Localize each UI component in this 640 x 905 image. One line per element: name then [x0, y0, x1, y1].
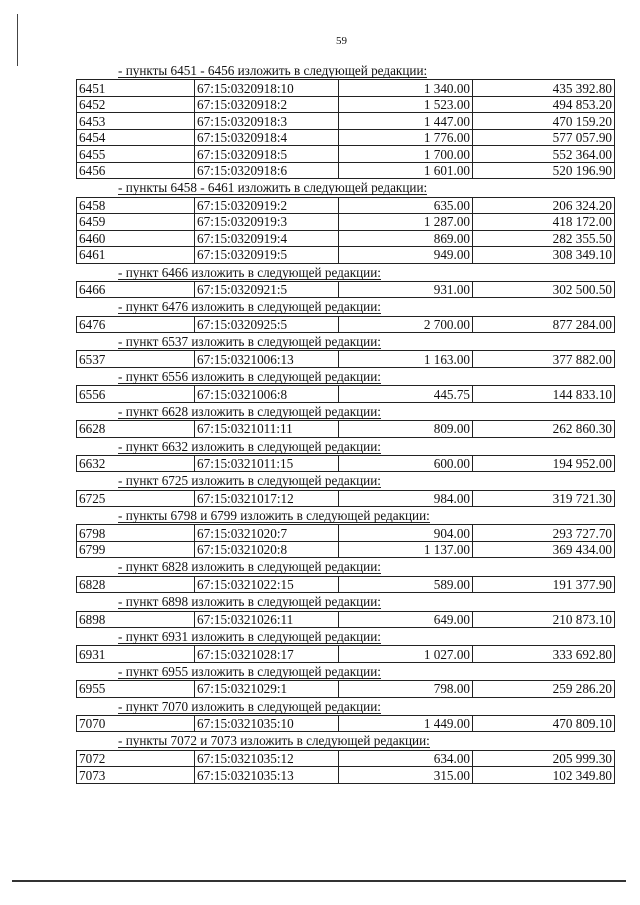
area-cell: 589.00 [339, 576, 473, 593]
section-heading-text: - пункт 6466 изложить в следующей редакции: [118, 264, 381, 280]
area-cell: 1 447.00 [339, 113, 473, 130]
area-cell: 1 137.00 [339, 541, 473, 558]
item-number-cell: 6556 [77, 386, 195, 403]
section-heading-text: - пункт 6828 изложить в следующей редакции: [118, 559, 381, 575]
cadastral-number-cell: 67:15:0320919:2 [195, 197, 339, 214]
section-table [76, 197, 615, 264]
area-cell: 315.00 [339, 767, 473, 784]
table-row [77, 316, 615, 333]
area-cell: 2 700.00 [339, 316, 473, 333]
table-row [77, 421, 615, 438]
item-number-cell: 6628 [77, 421, 195, 438]
item-number-cell: 6454 [77, 129, 195, 146]
item-number-cell: 6798 [77, 525, 195, 542]
section-heading-text: - пункт 6955 изложить в следующей редакции: [118, 663, 381, 679]
area-cell: 600.00 [339, 455, 473, 472]
value-cell: 210 873.10 [473, 611, 615, 628]
area-cell: 1 340.00 [339, 80, 473, 97]
section-heading-text: - пункт 6628 изложить в следующей редакции: [118, 403, 381, 419]
item-number-cell: 7070 [77, 715, 195, 732]
section-heading-text: - пункт 6537 изложить в следующей редакции: [118, 334, 381, 350]
table-row [77, 525, 615, 542]
item-number-cell: 6537 [77, 351, 195, 368]
section-heading [76, 179, 614, 196]
section-table [76, 385, 615, 403]
area-cell: 445.75 [339, 386, 473, 403]
item-number-cell: 6456 [77, 162, 195, 179]
section-heading [76, 403, 614, 420]
section-heading-text: - пункты 7072 и 7073 изложить в следующей редакции: [118, 733, 430, 749]
value-cell: 259 286.20 [473, 681, 615, 698]
cadastral-number-cell: 67:15:0321011:11 [195, 421, 339, 438]
cadastral-number-cell: 67:15:0320925:5 [195, 316, 339, 333]
section-heading-text: - пункт 6725 изложить в следующей редакции: [118, 473, 381, 489]
section-table [76, 350, 615, 368]
item-number-cell: 6453 [77, 113, 195, 130]
table-row [77, 386, 615, 403]
value-cell: 470 809.10 [473, 715, 615, 732]
table-row [77, 146, 615, 163]
item-number-cell: 6452 [77, 96, 195, 113]
table-row [77, 490, 615, 507]
cadastral-number-cell: 67:15:0321017:12 [195, 490, 339, 507]
area-cell: 635.00 [339, 197, 473, 214]
cadastral-number-cell: 67:15:0321035:12 [195, 750, 339, 767]
item-number-cell: 6725 [77, 490, 195, 507]
cadastral-number-cell: 67:15:0320918:4 [195, 129, 339, 146]
value-cell: 194 952.00 [473, 455, 615, 472]
document-body [76, 62, 614, 784]
section-table [76, 490, 615, 508]
value-cell: 435 392.80 [473, 80, 615, 97]
value-cell: 191 377.90 [473, 576, 615, 593]
section-table [76, 524, 615, 558]
section-table [76, 611, 615, 629]
area-cell: 1 601.00 [339, 162, 473, 179]
table-row [77, 715, 615, 732]
cadastral-number-cell: 67:15:0321029:1 [195, 681, 339, 698]
cadastral-number-cell: 67:15:0321026:11 [195, 611, 339, 628]
cadastral-number-cell: 67:15:0321020:7 [195, 525, 339, 542]
section-heading [76, 593, 614, 610]
cadastral-number-cell: 67:15:0321011:15 [195, 455, 339, 472]
cadastral-number-cell: 67:15:0321020:8 [195, 541, 339, 558]
cadastral-number-cell: 67:15:0320918:3 [195, 113, 339, 130]
table-row [77, 162, 615, 179]
section-heading-text: - пункты 6798 и 6799 изложить в следующей редакции: [118, 508, 430, 524]
section-heading-text: - пункты 6451 - 6456 изложить в следующей редакции: [118, 63, 428, 78]
item-number-cell: 6799 [77, 541, 195, 558]
area-cell: 1 163.00 [339, 351, 473, 368]
value-cell: 877 284.00 [473, 316, 615, 333]
cadastral-number-cell: 67:15:0321028:17 [195, 646, 339, 663]
value-cell: 520 196.90 [473, 162, 615, 179]
table-row [77, 750, 615, 767]
value-cell: 293 727.70 [473, 525, 615, 542]
section-table [76, 420, 615, 438]
area-cell: 984.00 [339, 490, 473, 507]
page-number: 59 [336, 35, 347, 47]
cadastral-number-cell: 67:15:0320918:2 [195, 96, 339, 113]
value-cell: 470 159.20 [473, 113, 615, 130]
section-heading [76, 628, 614, 645]
table-row [77, 230, 615, 247]
table-row [77, 455, 615, 472]
value-cell: 144 833.10 [473, 386, 615, 403]
table-row [77, 281, 615, 298]
item-number-cell: 6459 [77, 214, 195, 231]
value-cell: 205 999.30 [473, 750, 615, 767]
section-heading-text: - пункт 6556 изложить в следующей редакции: [118, 368, 381, 384]
section-table [76, 645, 615, 663]
value-cell: 282 355.50 [473, 230, 615, 247]
table-row [77, 646, 615, 663]
item-number-cell: 6476 [77, 316, 195, 333]
value-cell: 369 434.00 [473, 541, 615, 558]
area-cell: 809.00 [339, 421, 473, 438]
item-number-cell: 6458 [77, 197, 195, 214]
value-cell: 552 364.00 [473, 146, 615, 163]
item-number-cell: 6460 [77, 230, 195, 247]
area-cell: 1 449.00 [339, 715, 473, 732]
cadastral-number-cell: 67:15:0321035:10 [195, 715, 339, 732]
area-cell: 869.00 [339, 230, 473, 247]
table-row [77, 113, 615, 130]
section-heading-text: - пункт 6476 изложить в следующей редакции: [118, 299, 381, 315]
section-table [76, 576, 615, 594]
cadastral-number-cell: 67:15:0320919:3 [195, 214, 339, 231]
item-number-cell: 7072 [77, 750, 195, 767]
section-heading [76, 472, 614, 489]
value-cell: 377 882.00 [473, 351, 615, 368]
area-cell: 949.00 [339, 247, 473, 264]
value-cell: 494 853.20 [473, 96, 615, 113]
section-heading [76, 663, 614, 680]
item-number-cell: 6955 [77, 681, 195, 698]
section-heading [76, 438, 614, 455]
section-heading-text: - пункт 6898 изложить в следующей редакции: [118, 594, 381, 610]
section-table [76, 281, 615, 299]
table-row [77, 351, 615, 368]
item-number-cell: 6898 [77, 611, 195, 628]
value-cell: 418 172.00 [473, 214, 615, 231]
section-heading [76, 507, 614, 524]
item-number-cell: 6466 [77, 281, 195, 298]
area-cell: 798.00 [339, 681, 473, 698]
section-table [76, 750, 615, 784]
bottom-rule [12, 880, 626, 882]
item-number-cell: 6632 [77, 455, 195, 472]
table-row [77, 96, 615, 113]
section-heading-text: - пункт 7070 изложить в следующей редакции: [118, 698, 381, 714]
item-number-cell: 6451 [77, 80, 195, 97]
area-cell: 1 027.00 [339, 646, 473, 663]
table-row [77, 611, 615, 628]
cadastral-number-cell: 67:15:0321022:15 [195, 576, 339, 593]
value-cell: 262 860.30 [473, 421, 615, 438]
table-row [77, 80, 615, 97]
section-table [76, 79, 615, 179]
section-heading [76, 732, 614, 749]
section-heading [76, 368, 614, 385]
section-heading [76, 264, 614, 281]
section-heading [76, 333, 614, 350]
area-cell: 931.00 [339, 281, 473, 298]
cadastral-number-cell: 67:15:0321006:13 [195, 351, 339, 368]
table-row [77, 541, 615, 558]
area-cell: 649.00 [339, 611, 473, 628]
area-cell: 634.00 [339, 750, 473, 767]
section-heading-text: - пункт 6632 изложить в следующей редакции: [118, 438, 381, 454]
section-heading [76, 558, 614, 575]
item-number-cell: 6455 [77, 146, 195, 163]
section-heading-text: - пункты 6458 - 6461 изложить в следующей редакции: [118, 180, 428, 196]
value-cell: 302 500.50 [473, 281, 615, 298]
area-cell: 1 523.00 [339, 96, 473, 113]
cadastral-number-cell: 67:15:0320918:5 [195, 146, 339, 163]
section-table [76, 455, 615, 473]
table-row [77, 129, 615, 146]
section-heading-text: - пункт 6931 изложить в следующей редакции: [118, 629, 381, 645]
section-table [76, 316, 615, 334]
section-table [76, 680, 615, 698]
table-row [77, 247, 615, 264]
item-number-cell: 6828 [77, 576, 195, 593]
value-cell: 102 349.80 [473, 767, 615, 784]
area-cell: 1 776.00 [339, 129, 473, 146]
table-row [77, 214, 615, 231]
value-cell: 333 692.80 [473, 646, 615, 663]
cadastral-number-cell: 67:15:0320918:10 [195, 80, 339, 97]
table-row [77, 767, 615, 784]
value-cell: 308 349.10 [473, 247, 615, 264]
value-cell: 577 057.90 [473, 129, 615, 146]
section-heading [76, 62, 614, 79]
value-cell: 319 721.30 [473, 490, 615, 507]
table-row [77, 576, 615, 593]
section-table [76, 715, 615, 733]
table-row [77, 197, 615, 214]
cadastral-number-cell: 67:15:0320919:5 [195, 247, 339, 264]
cadastral-number-cell: 67:15:0321035:13 [195, 767, 339, 784]
cadastral-number-cell: 67:15:0320921:5 [195, 281, 339, 298]
area-cell: 904.00 [339, 525, 473, 542]
cadastral-number-cell: 67:15:0320919:4 [195, 230, 339, 247]
area-cell: 1 287.00 [339, 214, 473, 231]
item-number-cell: 6931 [77, 646, 195, 663]
table-row [77, 681, 615, 698]
value-cell: 206 324.20 [473, 197, 615, 214]
section-heading [76, 298, 614, 315]
cadastral-number-cell: 67:15:0321006:8 [195, 386, 339, 403]
item-number-cell: 6461 [77, 247, 195, 264]
section-heading [76, 698, 614, 715]
area-cell: 1 700.00 [339, 146, 473, 163]
item-number-cell: 7073 [77, 767, 195, 784]
cadastral-number-cell: 67:15:0320918:6 [195, 162, 339, 179]
